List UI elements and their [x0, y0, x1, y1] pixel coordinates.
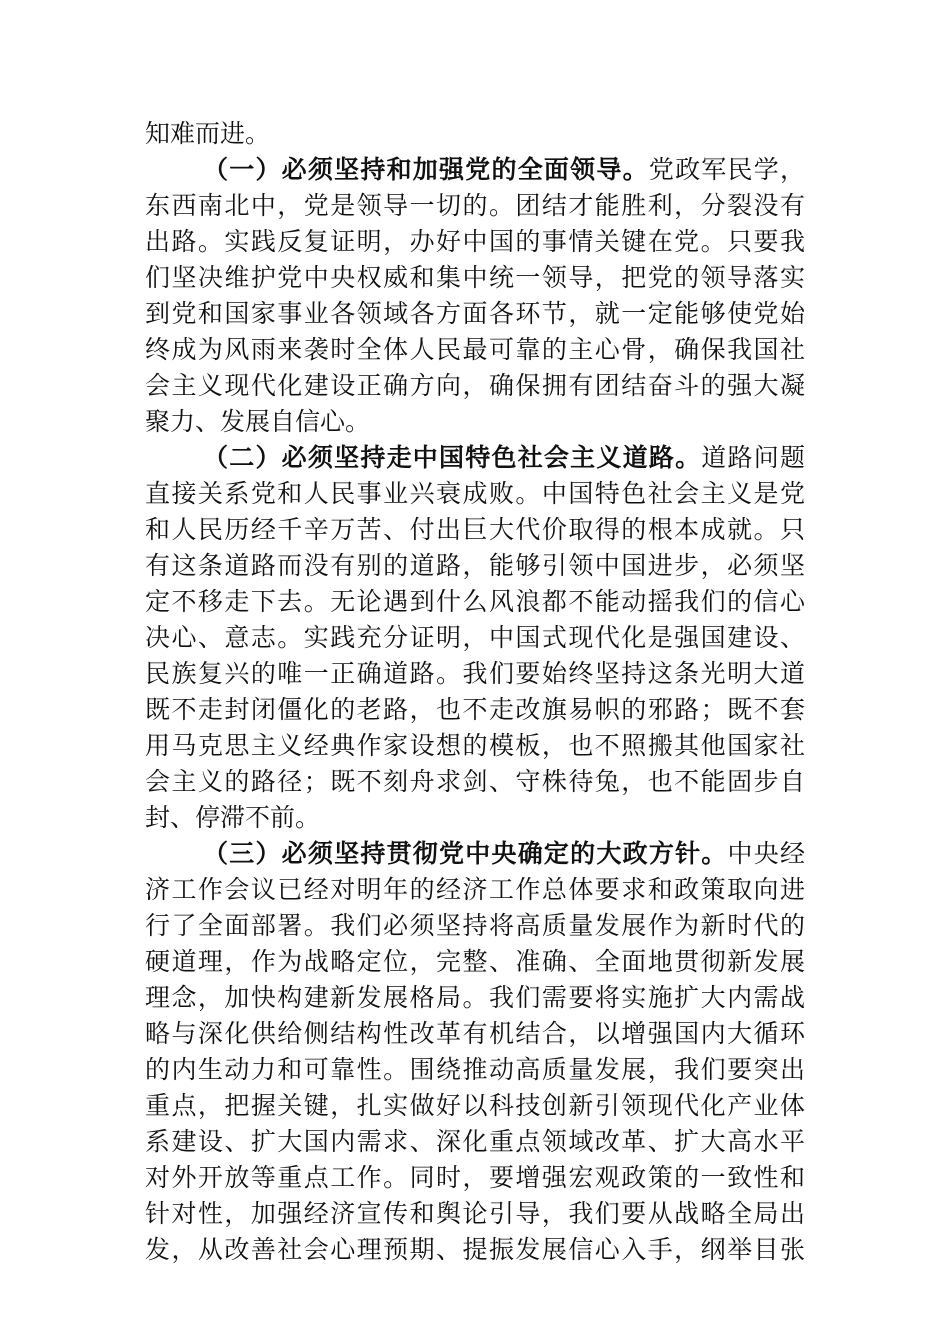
text-line: 系建设、扩大国内需求、深化重点领域改革、扩大高水平: [145, 1127, 805, 1156]
text-line: 定不移走下去。无论遇到什么风浪都不能动摇我们的信心: [145, 587, 805, 616]
heading-bold-text: （三）必须坚持贯彻党中央确定的大政方针。: [203, 839, 728, 868]
text-line: 民族复兴的唯一正确道路。我们要始终坚持这条光明大道: [145, 659, 805, 688]
text-line: 发，从改善社会心理预期、提振发展信心入手，纲举目张: [145, 1235, 805, 1264]
text-line: 决心、意志。实践充分证明，中国式现代化是强国建设、: [145, 623, 805, 652]
heading-rest-text: 道路问题: [701, 443, 805, 472]
text-line: 东西南北中，党是领导一切的。团结才能胜利，分裂没有: [145, 191, 805, 220]
text-line: 会主义的路径；既不刻舟求剑、守株待兔，也不能固步自: [145, 767, 805, 796]
text-line: 聚力、发展自信心。: [145, 407, 371, 436]
section-heading-2: [203, 440, 805, 476]
text-line: 针对性，加强经济宣传和舆论引导，我们要从战略全局出: [145, 1199, 805, 1228]
text-line: 济工作会议已经对明年的经济工作总体要求和政策取向进: [145, 875, 805, 904]
text-line: 对外开放等重点工作。同时，要增强宏观政策的一致性和: [145, 1163, 805, 1192]
heading-rest-text: 党政军民学，: [648, 155, 805, 184]
text-line: 到党和国家事业各领域各方面各环节，就一定能够使党始: [145, 299, 805, 328]
text-line: 和人民历经千辛万苦、付出巨大代价取得的根本成就。只: [145, 515, 805, 544]
section-heading-1: [203, 152, 805, 188]
text-line: 重点，把握关键，扎实做好以科技创新引领现代化产业体: [145, 1091, 805, 1120]
heading-bold-text: （一）必须坚持和加强党的全面领导。: [203, 155, 649, 184]
heading-rest-text: 中央经: [727, 839, 805, 868]
text-line: 用马克思主义经典作家设想的模板，也不照搬其他国家社: [145, 731, 805, 760]
text-line: 既不走封闭僵化的老路，也不走改旗易帜的邪路；既不套: [145, 695, 805, 724]
text-line: 会主义现代化建设正确方向，确保拥有团结奋斗的强大凝: [145, 371, 805, 400]
text-line: 直接关系党和人民事业兴衰成败。中国特色社会主义是党: [145, 479, 805, 508]
text-line: 略与深化供给侧结构性改革有机结合，以增强国内大循环: [145, 1019, 805, 1048]
text-line: 知难而进。: [145, 119, 271, 148]
text-line: 理念，加快构建新发展格局。我们需要将实施扩大内需战: [145, 983, 805, 1012]
text-line: 终成为风雨来袭时全体人民最可靠的主心骨，确保我国社: [145, 335, 805, 364]
text-line: 有这条道路而没有别的道路，能够引领中国进步，必须坚: [145, 551, 805, 580]
text-line: 封、停滞不前。: [145, 803, 321, 832]
text-line: 的内生动力和可靠性。围绕推动高质量发展，我们要突出: [145, 1055, 805, 1084]
text-line: 出路。实践反复证明，办好中国的事情关键在党。只要我: [145, 227, 805, 256]
text-line: 们坚决维护党中央权威和集中统一领导，把党的领导落实: [145, 263, 805, 292]
text-line: 硬道理，作为战略定位，完整、准确、全面地贯彻新发展: [145, 947, 805, 976]
text-line: 行了全面部署。我们必须坚持将高质量发展作为新时代的: [145, 911, 805, 940]
heading-bold-text: （二）必须坚持走中国特色社会主义道路。: [203, 443, 702, 472]
section-heading-3: [203, 836, 805, 872]
